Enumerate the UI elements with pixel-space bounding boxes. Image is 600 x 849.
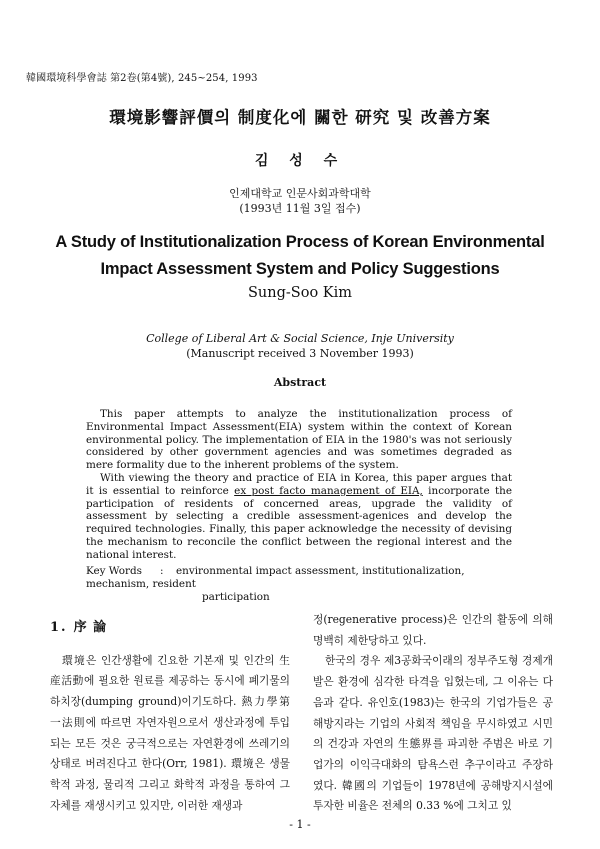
title-korean: 環境影響評價의 制度化에 關한 研究 및 改善方案 [109,108,491,127]
affiliation-english: College of Liberal Art & Social Science, Inje University [146,332,454,345]
page-number: - 1 - [289,818,311,831]
body-paragraph-left: 環境은 인간생활에 긴요한 기본재 및 인간의 生産活動에 필요한 원료를 제공하는 동시에 폐기물의 하치장(dumping ground)이기도하다. 熱力學第一法則에 따르면 자연자원으로서 생산과정에 투입되는 모든 것은 궁극적으로는 자연환경에 쓰레기의 상태로 버려진다고 한다(Orr, 1981). 環境은 생물학적 과정, 물리적 그리고 화학적 과정을 통하여 그 자체를 재생시키고 있지만, 이러한 재생과 [50,653,290,812]
body-paragraph-right-1: 정(regenerative process)은 인간의 활동에 의해 명백히 제한당하고 있다. [313,613,553,647]
section-number: 1. [50,620,68,635]
title-english-line-2: Impact Assessment System and Policy Suggestions [100,260,500,278]
keywords-label: Key Words [86,565,142,577]
abstract-body [86,408,512,562]
affiliation-english-block [0,331,600,361]
affiliation-korean: 인제대학교 인문사회과학대학 [229,187,371,200]
title-english [0,229,600,283]
keywords-block [86,565,516,603]
body-column-left [50,618,290,816]
abstract-p2-text-after: incorporate the participation of residents of concerned areas, upgrade the validity of assessment by selecting a credible assessment-agenices and develop the required technologies. Finally, this paper acknowledge the necessity of devising the mechanism to reconcile the conflict between the regional interest and the national interest. [86,484,512,561]
author-english: Sung-Soo Kim [247,285,352,301]
body-column-right [313,610,553,817]
body-paragraph-right-2: 한국의 경우 제3공화국이래의 정부주도형 경제개발은 환경에 심각한 타격을 입혔는데, 그 이유는 다음과 같다. 유인호(1983)는 한국의 기업가들은 공해방지라는 기업의 사회적 책임을 무시하였고 시민의 건강과 자연의 生態界를 파괴한 주범은 바로 기업가의 이익극대화의 탐욕스런 추구이라고 주장하였다. 韓國의 기업들이 1978년에 공해방지시설에 투자한 비율은 전체의 0.33 %에 그치고 있 [313,654,553,813]
journal-reference: 韓國環境科學會誌 第2卷(第4號), 245~254, 1993 [26,73,258,84]
keywords-colon: : [160,565,164,577]
abstract-underlined-phrase: ex post facto management of EIA, [234,484,423,497]
received-date-korean: (1993년 11월 3일 접수) [239,202,361,215]
received-date-english: (Manuscript received 3 November 1993) [186,347,414,360]
abstract-p2-text-before: With viewing the theory and practice of EIA in Korea, this paper argues that it is essential to reinforce [86,471,512,497]
abstract-heading: Abstract [273,376,327,389]
keywords-text-2: participation [202,590,270,603]
author-korean: 김 성 수 [254,153,346,169]
section-heading [50,618,290,639]
abstract-paragraph-2 [86,472,512,562]
abstract-paragraph-1: This paper attempts to analyze the institutionalization process of Environmental Impact Assessment(EIA) system within the context of Korean environmental policy. The implementation of EIA in the 1980's was not seriously considered by other government agencies and was sometimes degraded as mere formality due to the inherent problems of the system. [86,408,512,472]
section-title: 序 論 [73,620,108,635]
keywords-line-1 [86,565,516,591]
affiliation-korean-block [0,186,600,216]
title-english-line-1: A Study of Institutionalization Process of Korean Environmental [55,233,545,251]
keywords-text-1: environmental impact assessment, institutionalization, mechanism, resident [86,565,465,590]
